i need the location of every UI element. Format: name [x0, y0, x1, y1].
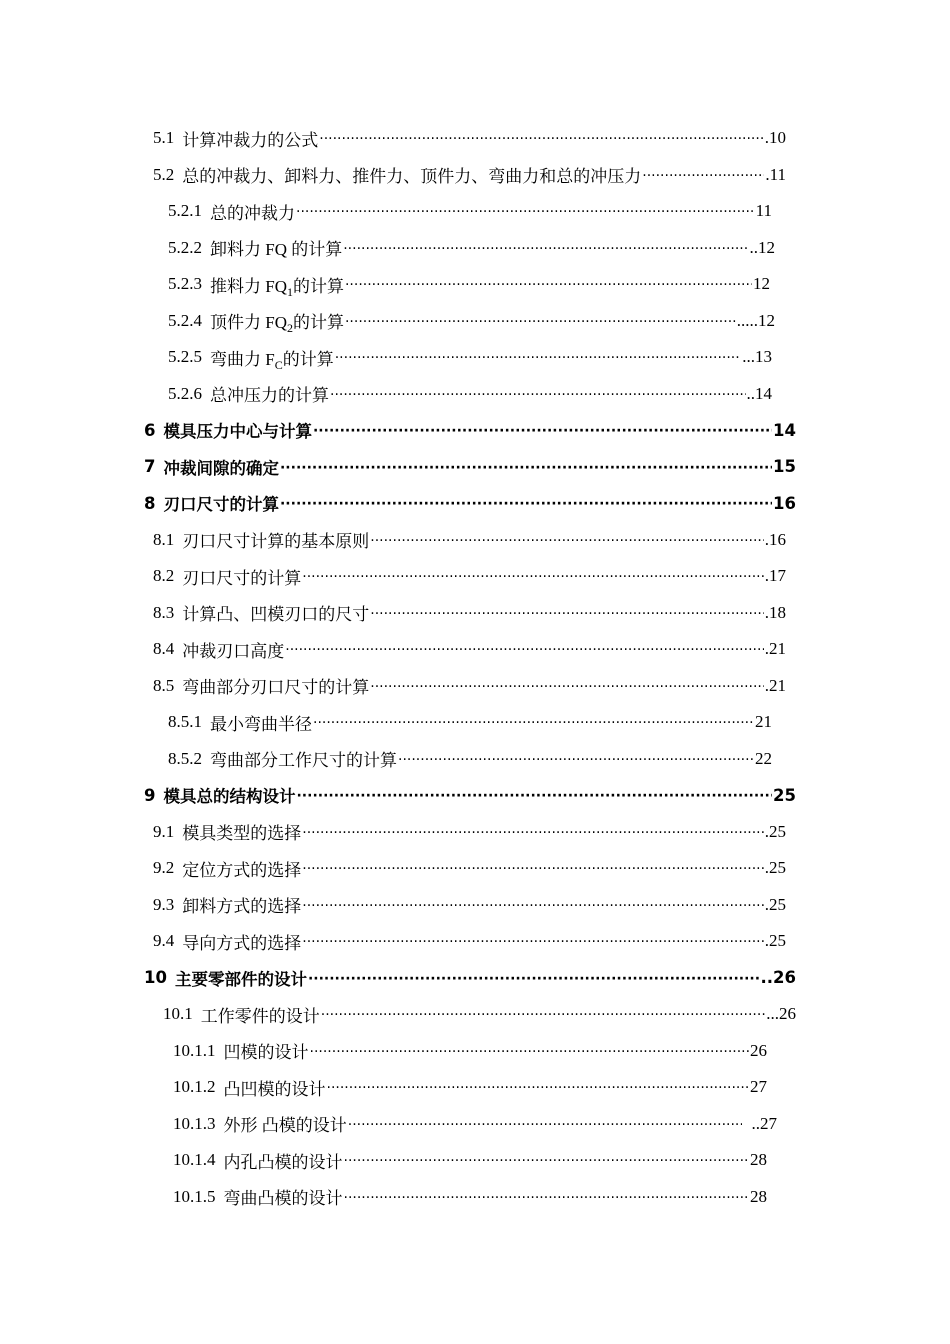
toc-title-text: 弯曲力 F [210, 349, 275, 369]
toc-title: 计算凸、凹模刃口的尺寸 [182, 605, 370, 624]
toc-leader [296, 789, 772, 803]
toc-number: 8.5 [153, 675, 175, 695]
toc-number: 8.2 [153, 566, 175, 585]
toc-page-number: 14 [773, 420, 796, 440]
toc-leader [302, 862, 764, 876]
toc-entry-5-2[interactable] [153, 157, 786, 193]
toc-leader [370, 680, 764, 694]
toc-page-number: .25 [764, 894, 786, 914]
toc-title: 模具总的结构设计 [163, 787, 296, 806]
toc-entry-10-1-5[interactable] [173, 1179, 767, 1215]
toc-number: 10.1 [163, 1004, 193, 1023]
toc-number: 10.1.3 [173, 1113, 216, 1133]
toc-page-number: ...13 [742, 347, 772, 366]
toc-entry-8-2[interactable] [153, 558, 786, 594]
toc-number: 8.3 [153, 602, 175, 622]
toc-page-number: ..12 [749, 237, 775, 257]
toc-title [210, 345, 334, 370]
toc-title: 计算冲裁力的公式 [182, 130, 319, 150]
toc-entry-9-3[interactable] [153, 887, 786, 923]
toc-number: 5.1 [153, 128, 175, 147]
toc-page-number: 25 [773, 785, 796, 805]
toc-number: 10 [144, 968, 167, 987]
toc-page-number: 28 [750, 1150, 767, 1169]
toc-page-number: 22 [755, 748, 772, 768]
toc-leader [302, 570, 764, 584]
toc-title: 弯曲部分刃口尺寸的计算 [182, 678, 370, 697]
toc-title: 刃口尺寸的计算 [182, 568, 302, 588]
toc-page-number: .16 [764, 529, 786, 549]
toc-number: 9.4 [153, 931, 175, 950]
toc-title [210, 308, 344, 333]
toc-title: 刃口尺寸的计算 [163, 495, 279, 514]
toc-leader [280, 461, 772, 475]
toc-leader [308, 972, 760, 986]
toc-title-text: 顶件力 FQ [210, 313, 287, 332]
toc-entry-10-1-1[interactable] [173, 1033, 767, 1069]
toc-number: 5.2.6 [168, 383, 202, 403]
toc-title: 弯曲部分工作尺寸的计算 [210, 751, 397, 770]
toc-leader [319, 132, 764, 146]
toc-number: 5.2.4 [168, 310, 202, 330]
toc-number: 10.1.5 [173, 1186, 216, 1206]
toc-page-number: .11 [765, 164, 786, 184]
toc-leader [302, 899, 764, 913]
toc-page-number: .25 [764, 931, 786, 950]
toc-number: 5.2.5 [168, 347, 202, 366]
toc-leader [280, 497, 772, 511]
toc-leader [335, 351, 742, 365]
toc-leader [321, 1008, 766, 1022]
toc-entry-5-2-6[interactable] [168, 376, 772, 412]
toc-title: 凹模的设计 [223, 1043, 309, 1062]
toc-leader [344, 1191, 750, 1205]
toc-number: 8.5.2 [168, 748, 202, 768]
toc-page-number: 21 [755, 712, 772, 731]
toc-entry-5-2-5[interactable] [168, 339, 772, 375]
toc-page-number: .25 [764, 858, 786, 877]
toc-page-number: ..27 [751, 1113, 777, 1133]
toc-title: 主要零部件的设计 [174, 969, 307, 989]
toc-page-number: .21 [764, 675, 786, 695]
toc-title-text: 的计算 [292, 276, 344, 296]
toc-title: 定位方式的选择 [182, 860, 302, 880]
toc-leader [642, 169, 764, 183]
toc-leader [345, 315, 736, 329]
toc-entry-7[interactable] [144, 449, 796, 485]
toc-title-subscript: 1 [286, 284, 293, 299]
toc-entry-8-5[interactable] [153, 668, 786, 704]
toc-title-subscript: 2 [286, 321, 293, 335]
toc-number: 10.1.1 [173, 1040, 216, 1060]
toc-title: 外形 凸模的设计 [223, 1116, 347, 1135]
toc-title: 弯曲凸模的设计 [223, 1189, 343, 1208]
toc-entry-10-1-2[interactable] [173, 1069, 767, 1105]
toc-leader [296, 205, 755, 219]
toc-entry-10-1-3[interactable] [173, 1106, 777, 1142]
toc-leader [370, 607, 764, 621]
toc-entry-8-1[interactable] [153, 522, 786, 558]
toc-entry-8-5-2[interactable] [168, 741, 772, 777]
toc-title: 冲裁间隙的确定 [163, 458, 279, 478]
toc-title: 工作零件的设计 [200, 1006, 320, 1026]
toc-leader [343, 242, 748, 256]
toc-entry-5-2-2[interactable] [168, 230, 775, 266]
toc-leader [310, 1045, 750, 1059]
toc-leader [302, 935, 764, 949]
toc-number: 9.3 [153, 894, 175, 914]
toc-number: 8.5.1 [168, 712, 202, 731]
toc-number: 10.1.4 [173, 1150, 216, 1169]
toc-page-number: .17 [764, 566, 786, 585]
toc-title: 卸料力 FQ 的计算 [210, 240, 343, 259]
toc-page-number: 11 [755, 201, 772, 220]
toc-title-text: 推料力 FQ [210, 276, 287, 296]
toc-leader [344, 1154, 750, 1168]
toc-number: 5.2 [153, 164, 175, 184]
toc-leader [327, 1081, 750, 1095]
toc-page-number: 27 [750, 1077, 767, 1096]
toc-entry-9[interactable] [144, 777, 796, 813]
toc-page-number: 26 [750, 1040, 767, 1060]
toc-page-number: .25 [764, 821, 786, 841]
toc-entry-9-2[interactable] [153, 850, 786, 886]
toc-title [210, 272, 344, 297]
toc-number: 8.1 [153, 529, 175, 549]
toc-leader [398, 753, 754, 767]
toc-entry-10-1[interactable] [163, 996, 796, 1032]
toc-title: 最小弯曲半径 [210, 714, 312, 734]
toc-title: 总的冲裁力 [210, 203, 295, 223]
toc-number: 9 [144, 785, 156, 805]
toc-title: 模具压力中心与计算 [163, 422, 312, 441]
toc-title: 导向方式的选择 [182, 933, 302, 953]
toc-title: 凸凹模的设计 [223, 1079, 326, 1099]
toc-number: 5.2.3 [168, 274, 202, 293]
toc-page-number: 15 [773, 457, 796, 476]
toc-title: 刃口尺寸计算的基本原则 [182, 532, 370, 551]
toc-number: 7 [144, 457, 156, 476]
toc-entry-9-1[interactable] [153, 814, 786, 850]
toc-entry-5-2-3[interactable] [168, 266, 770, 302]
toc-entry-6[interactable] [144, 412, 796, 448]
toc-title: 模具类型的选择 [182, 824, 302, 843]
toc-leader [345, 278, 752, 292]
toc-page-number: .10 [764, 128, 786, 147]
toc-number: 5.2.1 [168, 201, 202, 220]
toc-number: 10.1.2 [173, 1077, 216, 1096]
toc-title-text: 的计算 [292, 313, 344, 332]
toc-page-number: ..26 [760, 968, 796, 987]
toc-entry-8-5-1[interactable] [168, 704, 772, 740]
toc-entry-5-2-1[interactable] [168, 193, 772, 229]
toc-page-number: .21 [764, 639, 786, 658]
toc-title: 总的冲裁力、卸料力、推件力、顶件力、弯曲力和总的冲压力 [182, 167, 642, 186]
toc-page-number: ..14 [746, 383, 772, 403]
toc-number: 8 [144, 493, 156, 513]
toc-page-number: 28 [750, 1186, 767, 1206]
toc-number: 8.4 [153, 639, 175, 658]
toc-title: 冲裁刃口高度 [182, 641, 285, 661]
toc-number: 5.2.2 [168, 237, 202, 257]
toc-page-number: .18 [764, 602, 786, 622]
toc-entry-8-4[interactable] [153, 631, 786, 667]
toc-leader [370, 534, 764, 548]
toc-number: 9.2 [153, 858, 175, 877]
toc-page-number: ...26 [766, 1004, 796, 1023]
toc-leader [348, 1118, 742, 1132]
toc-entry-8[interactable] [144, 485, 796, 521]
toc-title: 内孔凸模的设计 [223, 1152, 343, 1172]
toc-leader [330, 388, 746, 402]
toc-title-text: 的计算 [282, 349, 334, 369]
toc-leader [302, 826, 764, 840]
toc-title: 总冲压力的计算 [210, 386, 329, 405]
toc-title: 卸料方式的选择 [182, 897, 302, 916]
toc-page-number: 12 [753, 274, 770, 293]
toc-entry-5-2-4[interactable] [168, 303, 775, 339]
toc-leader [313, 716, 754, 730]
toc-number: 6 [144, 420, 156, 440]
toc-title-subscript: C [274, 357, 283, 372]
toc-page-number: .....12 [736, 310, 775, 330]
toc-entry-5-1[interactable] [153, 120, 786, 156]
toc-leader [285, 643, 764, 657]
toc-entry-9-4[interactable] [153, 923, 786, 959]
toc-number: 9.1 [153, 821, 175, 841]
toc-leader [313, 424, 772, 438]
toc-entry-10-1-4[interactable] [173, 1142, 767, 1178]
toc-page-number: 16 [773, 493, 796, 513]
toc-entry-10[interactable] [144, 960, 796, 996]
toc-entry-8-3[interactable] [153, 595, 786, 631]
